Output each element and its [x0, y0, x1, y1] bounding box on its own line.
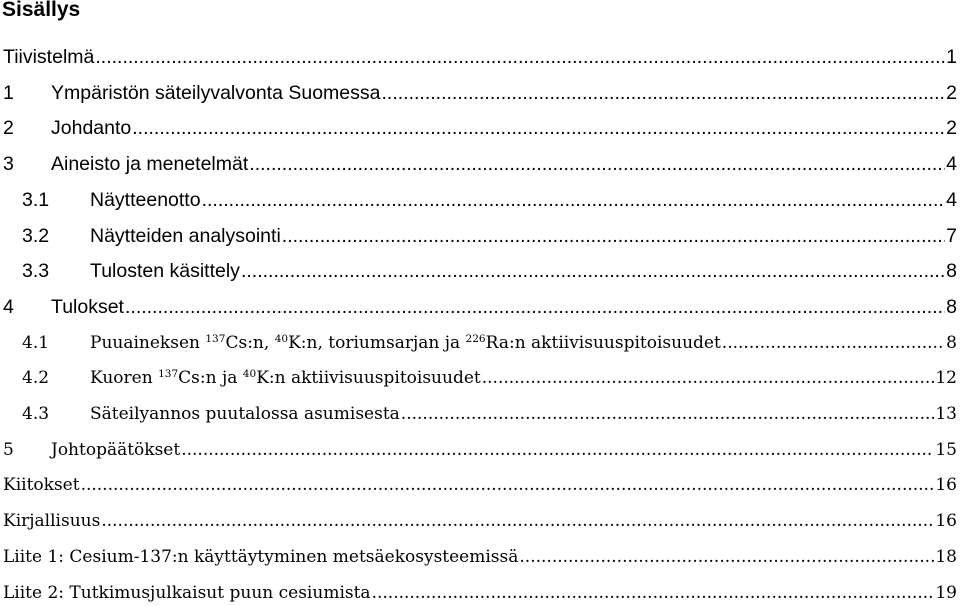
toc-entry-page-number: 12 [935, 368, 957, 389]
toc-entry-text: Ra:n aktiivisuuspitoisuudet [485, 332, 721, 353]
isotope-superscript: 137 [158, 368, 179, 381]
toc-entry-title[interactable] [3, 544, 518, 570]
dot-leader [282, 223, 945, 249]
toc-entry-page-number: 1 [946, 46, 957, 68]
toc-entry[interactable] [0, 223, 957, 249]
toc-entry-title[interactable] [90, 365, 481, 391]
dot-leader [125, 294, 945, 320]
toc-entry-number: 3.2 [22, 224, 50, 247]
toc-entry-text: Tulosten käsittely [90, 260, 240, 283]
dot-leader [202, 187, 946, 213]
dot-leader [181, 437, 934, 463]
toc-entry-title[interactable] [90, 258, 240, 284]
toc-entry-text: Tulokset [51, 295, 124, 318]
toc-entry-text: Kuoren [90, 368, 159, 389]
dot-leader [722, 330, 945, 356]
toc-entry-text: Cs:n, [225, 332, 275, 353]
toc-entry[interactable] [0, 187, 957, 213]
toc-entry[interactable] [0, 80, 957, 106]
dot-leader [401, 401, 935, 427]
toc-entry[interactable] [0, 115, 957, 141]
toc-entry-text: Johdanto [51, 117, 132, 140]
isotope-superscript: 40 [242, 368, 257, 381]
toc-entry-page-number: 2 [946, 81, 957, 104]
toc-entry-text: K:n, toriumsarjan ja [288, 332, 466, 353]
toc-entry-number: 3 [3, 153, 14, 176]
dot-leader [241, 258, 945, 284]
toc-entry[interactable] [0, 44, 957, 70]
toc-entry-title[interactable] [51, 115, 131, 141]
toc-entry[interactable] [0, 330, 957, 356]
dot-leader [132, 115, 945, 141]
isotope-superscript: 137 [205, 332, 226, 345]
dot-leader [382, 80, 946, 106]
dot-leader [482, 365, 935, 391]
toc-entry-title[interactable] [90, 223, 281, 249]
toc-entry-text: Liite 1: Cesium-137:n käyttäytyminen metsäekosysteemissä [3, 546, 519, 567]
toc-entry-title[interactable] [90, 330, 721, 356]
toc-entry-title[interactable] [51, 294, 124, 320]
toc-entry-number: 1 [3, 81, 14, 104]
toc-entry[interactable] [0, 401, 957, 427]
toc-entry-page-number: 13 [935, 404, 957, 424]
toc-entry-title[interactable] [3, 472, 80, 498]
toc-entry-text: Kirjallisuus [3, 511, 101, 532]
toc-entry-title[interactable] [3, 44, 94, 70]
toc-entry-title[interactable] [90, 401, 400, 427]
dot-leader [249, 151, 945, 177]
toc-entry-page-number: 15 [935, 439, 957, 460]
page-title: Sisällys [2, 0, 81, 21]
dot-leader [95, 44, 945, 70]
toc-entry-text: Tiivistelmä [3, 46, 95, 68]
toc-entry-text: Aineisto ja menetelmät [51, 153, 249, 176]
toc-entry[interactable] [0, 437, 957, 463]
toc-entry-page-number: 4 [946, 188, 957, 211]
toc-entry-text: Näytteiden analysointi [90, 224, 281, 247]
toc-entry-text: Puuaineksen [90, 332, 206, 353]
toc-entry-number: 3.1 [22, 188, 50, 211]
toc-entry-text: Kiitokset [3, 475, 80, 496]
toc-entry-text: Cs:n ja [178, 368, 243, 389]
toc-entry-page-number: 8 [946, 332, 957, 353]
toc-entry-page-number: 16 [935, 511, 957, 532]
toc-entry-page-number: 2 [946, 117, 957, 140]
toc-entry-text: Säteilyannos puutalossa asumisesta [90, 404, 400, 424]
toc-entry-page-number: 19 [935, 582, 957, 603]
toc-entry-page-number: 4 [946, 153, 957, 176]
toc-entry-page-number: 8 [946, 295, 957, 318]
toc-entry-number: 3.3 [22, 260, 50, 283]
toc-entry-text: Liite 2: Tutkimusjulkaisut puun cesiumista [3, 582, 371, 603]
toc-entry[interactable] [0, 472, 957, 498]
toc-entry[interactable] [0, 258, 957, 284]
toc-entry-title[interactable] [51, 80, 381, 106]
toc-entry-number: 4.2 [22, 368, 50, 389]
toc-entry-title[interactable] [51, 437, 180, 463]
toc-entry-text: K:n aktiivisuuspitoisuudet [256, 368, 481, 389]
toc-entry-text: Ympäristön säteilyvalvonta Suomessa [51, 81, 381, 104]
toc-entry-page-number: 16 [935, 475, 957, 496]
isotope-superscript: 40 [274, 332, 289, 345]
dot-leader [81, 472, 935, 498]
toc-entry-title[interactable] [51, 151, 248, 177]
toc-entry[interactable] [0, 294, 957, 320]
toc-entry-page-number: 18 [935, 546, 957, 567]
toc-entry-title[interactable] [3, 508, 100, 534]
toc-entry[interactable] [0, 365, 957, 391]
dot-leader [519, 544, 934, 570]
isotope-superscript: 226 [465, 332, 486, 345]
toc-entry-number: 4 [3, 295, 14, 318]
toc-entry-page-number: 7 [946, 224, 957, 247]
toc-entry-number: 4.3 [22, 404, 50, 424]
toc-entry-page-number: 8 [946, 260, 957, 283]
toc-entry[interactable] [0, 544, 957, 570]
toc-entry-number: 4.1 [22, 332, 50, 353]
toc-entry-text: Näytteenotto [90, 188, 201, 211]
toc-entry-number: 5 [3, 439, 14, 460]
toc-entry-number: 2 [3, 117, 14, 140]
toc-entry[interactable] [0, 508, 957, 534]
toc-entry[interactable] [0, 151, 957, 177]
dot-leader [101, 508, 934, 534]
toc-entry-text: Johtopäätökset [51, 439, 181, 460]
toc-entry-title[interactable] [90, 187, 201, 213]
